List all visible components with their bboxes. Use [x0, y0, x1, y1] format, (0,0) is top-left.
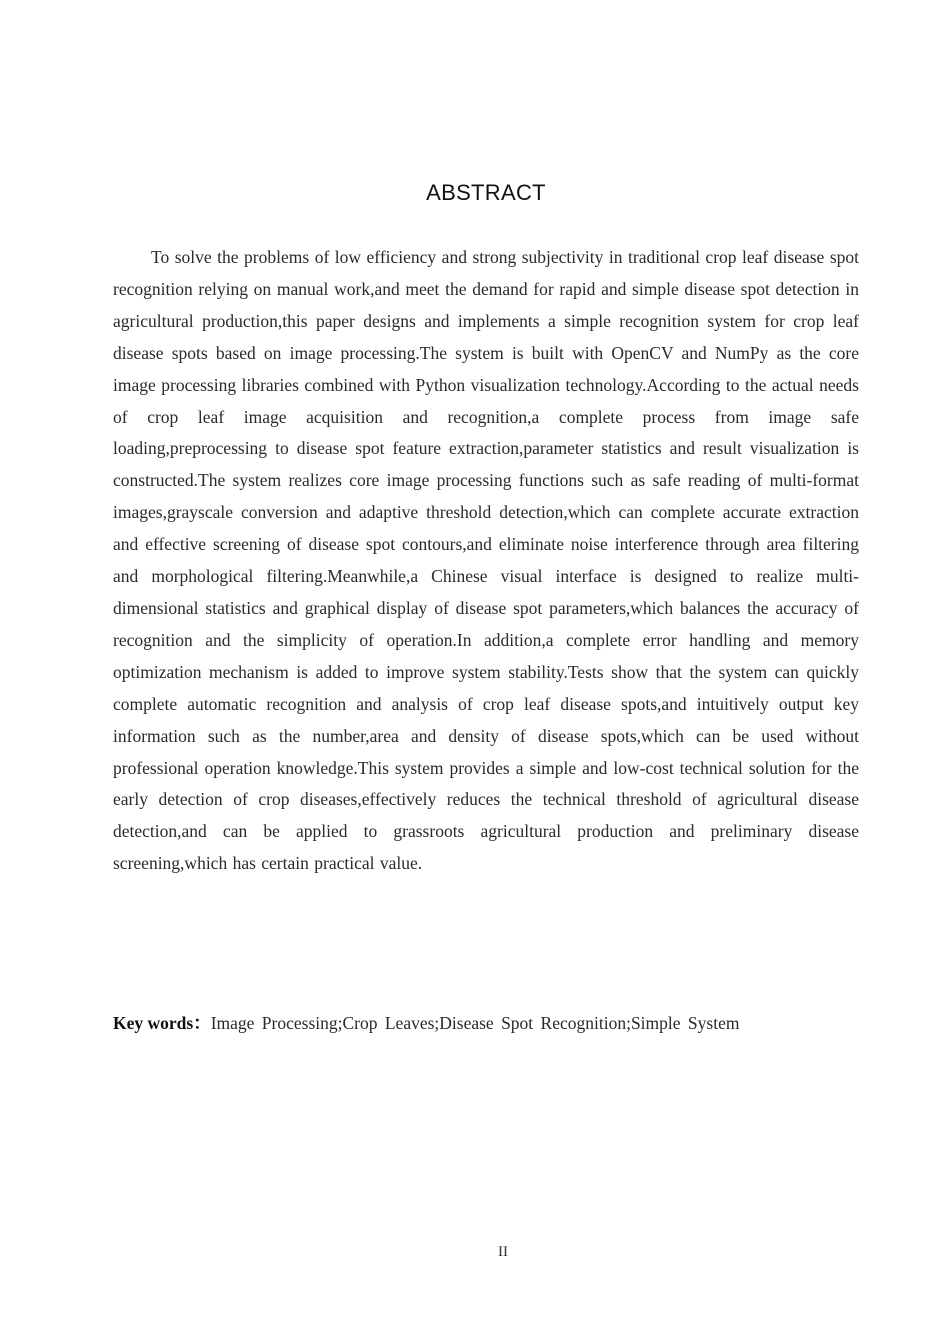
keywords-text: Image Processing;Crop Leaves;Disease Spot Recognition;Simple System	[210, 1013, 740, 1033]
keywords-label: Key words：	[113, 1013, 211, 1033]
page-number: II	[498, 1244, 508, 1260]
abstract-body: To solve the problems of low efficiency and strong subjectivity in traditional crop leaf disease spot recognition relying on manual work,and meet the demand for rapid and simple disease spot detection in agricultural production,this paper designs and implements a simple recognition system for crop leaf disease spots based on image processing.The system is built with OpenCV and NumPy as the core image processing libraries combined with Python visualization technology.According to the actual needs of crop leaf image acquisition and recognition,a complete process from image safe loading,preprocessing to disease spot feature extraction,parameter statistics and result visualization is constructed.The system realizes core image processing functions such as safe reading of multi-format images,grayscale conversion and adaptive threshold detection,which can complete accurate extraction and effective screening of disease spot contours,and eliminate noise interference through area filtering and morphological filtering.Meanwhile,a Chinese visual interface is designed to realize multi-dimensional statistics and graphical display of disease spot parameters,which balances the accuracy of recognition and the simplicity of operation.In addition,a complete error handling and memory optimization mechanism is added to improve system stability.Tests show that the system can quickly complete automatic recognition and analysis of crop leaf disease spots,and intuitively output key information such as the number,area and density of disease spots,which can be used without professional operation knowledge.This system provides a simple and low-cost technical solution for the early detection of crop diseases,effectively reduces the technical threshold of agricultural disease detection,and can be applied to grassroots agricultural production and preliminary disease screening,which has certain practical value.	[113, 247, 859, 874]
abstract-title: ABSTRACT	[426, 180, 546, 205]
keywords-line	[113, 1008, 873, 1039]
